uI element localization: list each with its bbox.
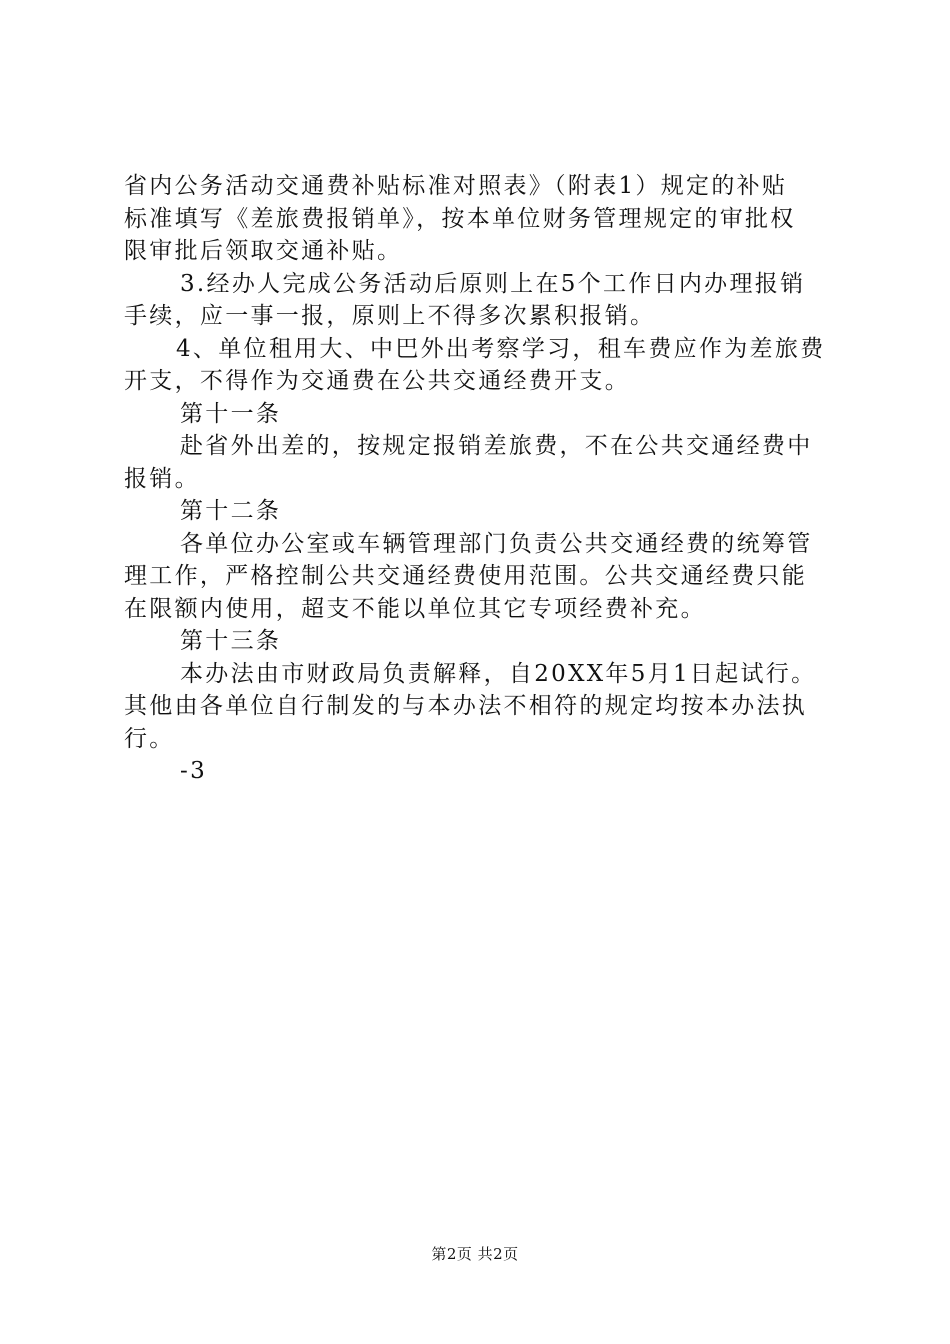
paragraph-line: 本办法由市财政局负责解释，自20XX年5月1日起试行。: [180, 660, 817, 687]
article-heading: 第十三条: [180, 628, 282, 654]
paragraph-line: 省内公务活动交通费补贴标准对照表》（附表1）规定的补贴: [124, 173, 788, 199]
paragraph-line: 开支，不得作为交通费在公共交通经费开支。: [124, 368, 630, 394]
document-body: [124, 170, 830, 788]
paragraph-line: 在限额内使用，超支不能以单位其它专项经费补充。: [124, 595, 706, 622]
paragraph-line: 其他由各单位自行制发的与本办法不相符的规定均按本办法执: [124, 693, 808, 719]
paragraph-line: 手续，应一事一报，原则上不得多次累积报销。: [124, 303, 656, 329]
paragraph-line: 理工作，严格控制公共交通经费使用范围。公共交通经费只能: [124, 563, 808, 589]
paragraph-line: 行。: [124, 725, 175, 752]
article-heading: 第十二条: [180, 498, 282, 524]
paragraph-line: 报销。: [124, 465, 200, 492]
paragraph-line: 标准填写《差旅费报销单》，按本单位财务管理规定的审批权: [124, 205, 796, 232]
page-footer: 第2页 共2页: [431, 1245, 519, 1263]
paragraph-line: 各单位办公室或车辆管理部门负责公共交通经费的统筹管: [180, 530, 813, 557]
paragraph-line: 3.经办人完成公务活动后原则上在5个工作日内办理报销: [180, 270, 806, 297]
paragraph-line: 4、单位租用大、中巴外出考察学习，租车费应作为差旅费: [176, 335, 826, 362]
paragraph-line: 限审批后领取交通补贴。: [124, 238, 403, 264]
inline-page-number: -3: [180, 758, 208, 784]
paragraph-line: 赴省外出差的，按规定报销差旅费，不在公共交通经费中: [180, 433, 813, 459]
article-heading: 第十一条: [180, 400, 282, 427]
